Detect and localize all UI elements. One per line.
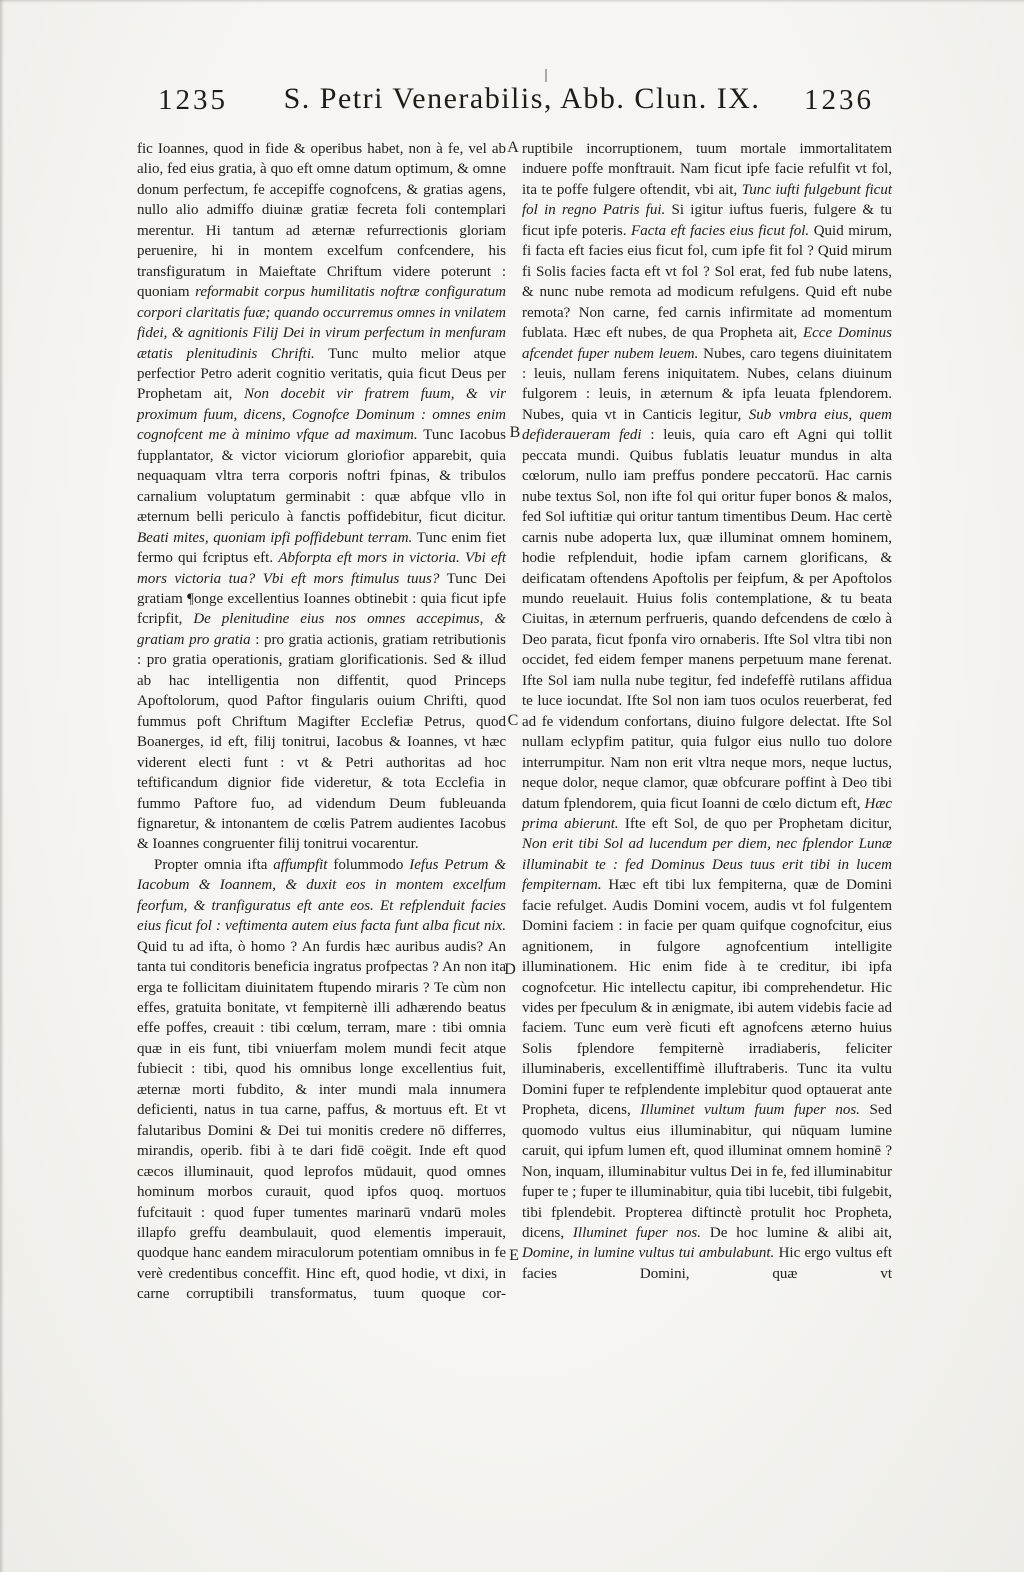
- scan-artifact: [545, 69, 547, 82]
- quoted-scripture-text: Abforpta eft mors in victoria. Vbi eft mors victoria tua? Vbi eft mors ftimulus tuus?: [137, 550, 507, 587]
- quoted-scripture-text: Non erit tibi Sol ad lucendum per diem, nec fplendor Lunæ illuminabit te : fed Dominus Deus tuus erit tibi in lucem fempiternam.: [522, 836, 892, 894]
- body-text: Tunc Dei gratiam ¶onge excellentius Ioannes obtinebit : quia ficut ipfe fcripfit,: [137, 570, 506, 628]
- body-text: ruptibile incorruptionem, tuum mortale immortalitatem induere poffe monftrauit. Nam ficut ipfe facie refulfit vt fol, ita te poffe fulgere oftendit, vbi ait,: [522, 141, 892, 198]
- body-text: Hæc eft tibi lux fempiterna, quæ de Domini facie refulget. Audis Domini vocem, audis vt fol fulgentem Domini faciem : in facie per quam quifque cognofcitur, eius agnitionem, in fulgore agnofcentium intelligite illuminationem. Hic enim fide à te creditur, ibi ipfa cognofcetur. Hic intellectu capitur, ibi comprehendetur. Hic vides per fpeculum & in ænigmate, ibi autem videbis facie ad faciem. Tunc eum verè ficuti eft agnofcens æterno huius Solis fplendore fempiternè irradiaberis, feliciter illuminaberis, excellentiffimè illuftraberis. Tunc ita vultu Domini fuper te refplendente implebitur quod optauerat ante Propheta, dicens,: [522, 877, 892, 1119]
- body-text: De hoc lumine & alibi ait,: [701, 1225, 892, 1242]
- body-text: Tunc enim fiet fermo qui fcriptus eft.: [137, 529, 506, 567]
- quoted-scripture-text: reformabit corpus humilitatis noftræ configuratum corpori claritatis fuæ; quando occurremus omnes in vnilatem fidei, & agnitionis Filij Dei in virum perfectum in menfuram ætatis plenitudinis Chrifti.: [137, 284, 506, 362]
- body-text: fic Ioannes, quod in fide & operibus habet, non à fe, vel ab alio, fed eius gratia, à quo eft omne datum optimum, & omne donum perfectum, fe accepiffe cognofcens, & gratias agens, nullo alio admiffo diuinæ gratiæ fecreta foli contemplari merentur. Hi tantum ad æternæ refurrectionis gloriam peruenire, hi in montem excelfum confcendere, his transfiguratum in Maieftate Chriftum videre poterunt : quoniam: [137, 141, 506, 301]
- gutter-letter-d: D: [504, 961, 516, 978]
- quoted-scripture-text: Tunc iufti fulgebunt ficut fol in regno Patris fui.: [522, 181, 893, 219]
- gutter-letter-e: E: [509, 1247, 519, 1264]
- paragraph: [137, 139, 506, 855]
- body-text: Tunc multo melior atque perfectior Petro aderit cognitio veritatis, quia ficut Deus per Prophetam ait,: [137, 345, 506, 403]
- quoted-scripture-text: Facta eft facies eius ficut fol.: [631, 222, 810, 239]
- quoted-scripture-text: Beati mites, quoniam ipfi poffidebunt terram.: [137, 529, 413, 546]
- text-column-right: [522, 139, 892, 1284]
- gutter-letter-a: A: [507, 139, 519, 156]
- body-text: Quid mirum, fi facta eft facies eius ficut fol, cum ipfe fit fol ? Quid mirum fi Solis facies facta eft vt fol ? Sol erat, fed fub nube latens, & nunc nube remota ad modicum refulgens. Quid eft nube remota? Non carne, fed carnis infirmitate ad momentum fublata. Hæc eft nubes, de qua Propheta ait,: [522, 222, 892, 342]
- paragraph: [522, 139, 892, 1284]
- quoted-scripture-text: Ecce Dominus afcendet fuper nubem leuem.: [522, 325, 892, 362]
- quoted-scripture-text: Illuminet fuper nos.: [572, 1225, 702, 1242]
- folio-number-right: 1236: [804, 84, 874, 116]
- quoted-scripture-text: affumpfit: [273, 856, 328, 873]
- folio-number-left: 1235: [158, 84, 228, 116]
- body-text: Nubes, caro tegens diuinitatem : leuis, nullam ferens iniquitatem. Nubes, celans diuinum fulgorem : leuis, in æternum & ipfa leuata fplendorem. Nubes, quia vt in Canticis legitur,: [522, 345, 892, 423]
- quoted-scripture-text: De plenitudine eius nos omnes accepimus, & gratiam pro gratia: [137, 611, 506, 648]
- gutter-letter-c: C: [507, 712, 519, 729]
- body-text: Si igitur iuftus fueris, fulgere & tu ficut ipfe poteris.: [522, 202, 893, 239]
- body-text: : leuis, quia caro eft Agni qui tollit peccata mundi. Quibus fublatis leuatur mundus in alta cœlorum, nullo iam preffus pondere peccatorū. Hac carnis nube textus Sol, non ifte fol qui oritur fuper bonos & malos, fed Sol iuftitiæ qui oritur tantum timentibus Deum. Hac certè carnis nube adoperta lux, quæ illuminat omnem hominem, hodie refplenduit, hodie ipfam carnem glorificans, & deificatam oftendens Apoftolis per feipfum, & per Apoftolos mundo reuelauit. Huius folis contemplatione, & tu beata Ciuitas, in æternum perfrueris, quando defcendens de cœlo à Deo parata, ficut fponfa viro ornaberis. Ifte Sol vltra tibi non occidet, fed eidem femper manens perpetuum mane ferenat. Ifte Sol iam nulla nube tegitur, fed indefeffè rutilans affidua te luce iocundat. Ifte Sol non iam tuos oculos reuerberat, fed ad fe videndum confortans, diuino fulgore delectat. Ifte Sol nullam eclypfim patitur, quia fulgor eius nullo tuo dolore interrumpitur. Nam non erit vltra neque mors, neque luctus, neque dolor, neque clamor, quæ obfcurare poffint à Deo tibi datum fplendorem, quia ficut Ioanni de cœlo dictum eft,: [522, 427, 893, 812]
- quoted-scripture-text: Sub vmbra eius, quem defideraueram fedi: [522, 406, 893, 444]
- quoted-scripture-text: Non docebit vir fratrem fuum, & vir proximum fuum, dicens, Cognofce Dominum : omnes enim cognofcent me à minimo vfque ad maximum.: [137, 386, 507, 444]
- text-column-left: [137, 139, 506, 1305]
- body-text: Ifte eft Sol, de quo per Prophetam dicitur,: [618, 815, 893, 832]
- gutter-letter-b: B: [509, 424, 521, 441]
- quoted-scripture-text: Illuminet vultum fuum fuper nos.: [640, 1102, 860, 1119]
- body-text: Hic ergo vultus eft facies Domini, quæ vt: [522, 1245, 892, 1282]
- body-text: folummodo: [327, 856, 410, 873]
- quoted-scripture-text: Hæc prima abierunt.: [522, 795, 892, 832]
- body-text: Tunc Iacobus fupplantator, & victor viciorum gloriofior apparebit, quia nequaquam vltra terra corporis noftri fpinas, & tribulos carnalium voluptatum germinabit : quæ abfque vllo in æternum belli periculo à fanctis poffidebitur, ficut dicitur.: [137, 427, 507, 526]
- page-header: [0, 82, 1024, 124]
- running-title: S. Petri Venerabilis, Abb. Clun. IX.: [283, 82, 761, 115]
- body-text: Sed quomodo vultus eius illuminabitur, qui nūquam lumine caruit, qui ipfum lumen eft, quod illuminat omnem hominē ? Non, inquam, illuminabitur vultus Dei in fe, fed illuminabitur fuper te ; fuper te illuminabitur, quia tibi lucebit, tibi fulgebit, tibi fplendebit. Propterea diftinctè protulit hoc Propheta, dicens,: [522, 1102, 893, 1242]
- body-text: : pro gratia actionis, gratiam retributionis : pro gratia operationis, gratiam glorificationis. Sed & illud ab hac intelligentia non diffentit, quod Princeps Apoftolorum, quod Paftor fingularis ouium Chrifti, quod fummus poft Chriftum Magifter Ecclefiæ Petrus, quod Boanerges, id eft, filij tonitrui, Iacobus & Ioannes, vt hæc viderent electi funt : vt & Petri authoritas ad hoc teftificandum dignior fide videretur, & tota Ecclefia in fummo Paftore fuo, ad videndum Deum fubleuanda fignaretur, & intonantem de cœlis Patrem audientes Iacobus & Ioannes congruenter filij tonitrui vocarentur.: [137, 631, 506, 853]
- body-text: Propter omnia ifta: [154, 856, 274, 873]
- paragraph: [137, 855, 506, 1305]
- quoted-scripture-text: Iefus Petrum & Iacobum & Ioannem, & duxit eos in montem excelfum feorfum, & tranfiguratus eft ante eos. Et refplenduit facies eius ficut fol : veftimenta autem eius facta funt alba ficut nix.: [137, 856, 507, 935]
- body-text: Quid tu ad ifta, ò homo ? An furdis hæc auribus audis? An tanta tui conditoris beneficia ingratus profpectas ? An non ita erga te follicitam diuinitatem ftupendo miraris ? Te cùm non effes, gratuita bonitate, vt fempiternè illi adhærendo beatus effe poffes, creauit : tibi cœlum, terram, mare : tibi omnia quæ in eis funt, tibi vniuerfam molem mundi fecit atque fubiecit : tibi, quod his omnibus longe excellentius fuit, æternæ morti fubdito, & inter mundi mala innumera deficienti, natus in tua carne, paffus, & mortuus eft. Et vt falutaribus Domini & Dei tui monitis credere nō differres, mirandis, operib. fibi à te dari fidē coëgit. Inde eft quod cæcos illuminauit, quod leprofos mūdauit, quod omnes hominum morbos curauit, quod ipfos quoq. mortuos fufcitauit : quod fuper tumentes marinarū vndarū moles illapfo greffu deambulauit, quod elementis imperauit, quodque hanc eandem miraculorum potentiam omnibus in fe verè credentibus conceffit. Hinc eft, quod hodie, vt dixi, in carne corruptibili transformatus, tuum quoque cor-: [137, 938, 506, 1303]
- quoted-scripture-text: Domine, in lumine vultus tui ambulabunt.: [522, 1245, 775, 1262]
